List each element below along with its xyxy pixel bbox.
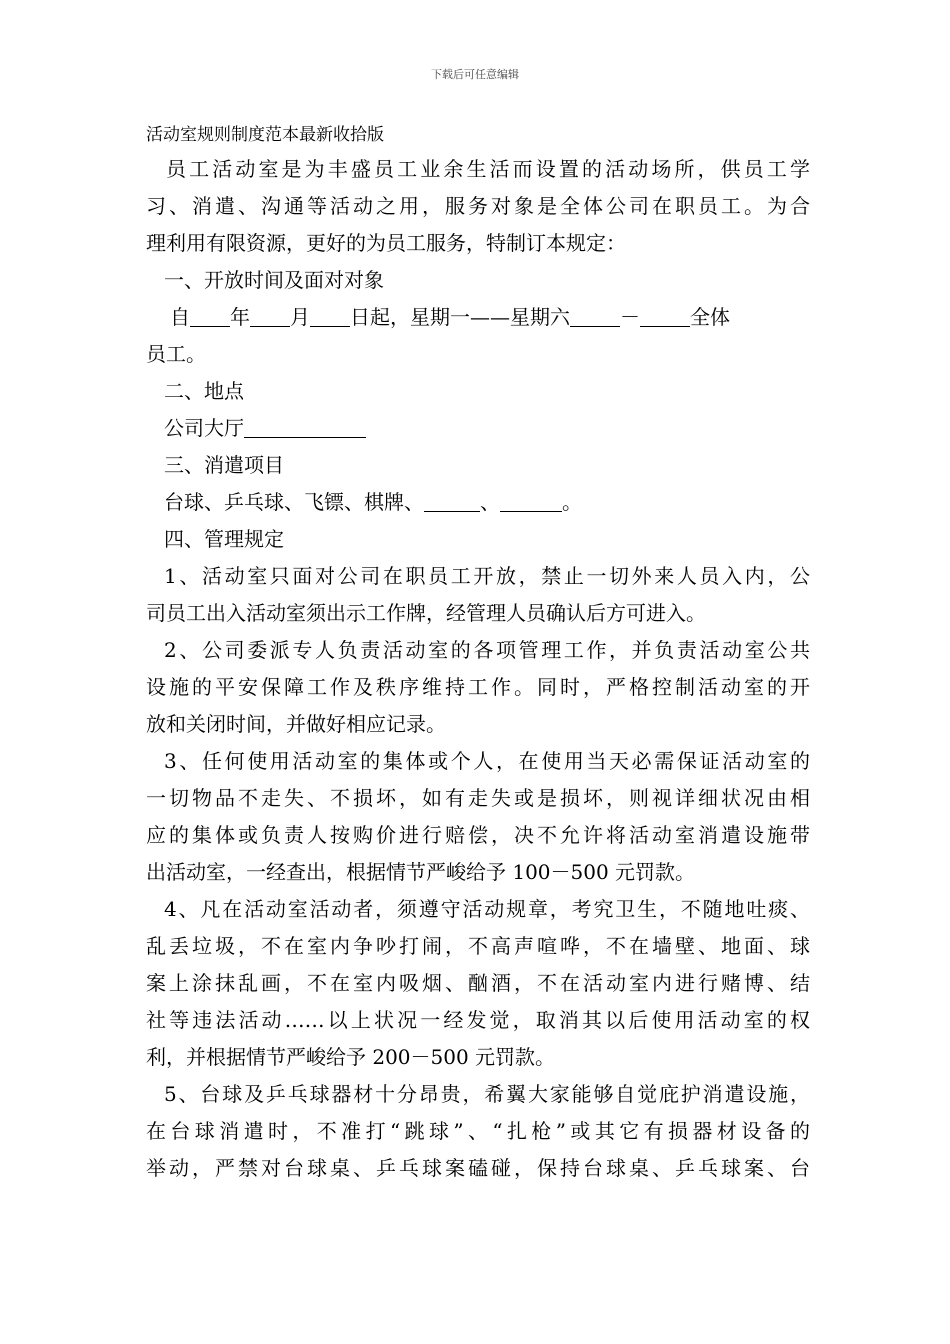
text-end: 全体 [690, 305, 730, 329]
blank-year [190, 306, 230, 327]
rule-3-line: 3、任何使用活动室的集体或个人，在使用当天必需保证活动室的 [164, 749, 810, 773]
text-start: 自 [170, 305, 190, 329]
rule-4-line: 案上涂抹乱画，不在室内吸烟、酗酒，不在活动室内进行赌博、结 [146, 971, 810, 995]
rule-5-line: 举动，严禁对台球桌、乒乓球案磕碰，保持台球桌、乒乓球案、台 [146, 1156, 810, 1180]
blank-day [310, 306, 350, 327]
text-year: 年 [230, 305, 250, 329]
rule-1-line: 1、活动室只面对公司在职员工开放，禁止一切外来人员入内，公 [164, 564, 810, 588]
blank-time-start [570, 306, 620, 327]
rule-2-line: 2、公司委派专人负责活动室的各项管理工作，并负责活动室公共 [164, 638, 810, 662]
activities-line [146, 484, 810, 521]
page-header: 下载后可任意编辑 [431, 68, 519, 81]
document-title: 活动室规则制度范本最新收拾版 [146, 125, 384, 145]
activities-sep: 、 [480, 490, 500, 514]
activities-end: 。 [562, 490, 582, 514]
rule-5-line: 5、台球及乒乓球器材十分昂贵，希翼大家能够自觉庇护消遣设施， [164, 1082, 810, 1106]
rule-3-line: 一切物品不走失、不损坏，如有走失或是损坏，则视详细状况由相 [146, 786, 810, 810]
text-dash: － [620, 305, 640, 329]
location-text: 公司大厅 [164, 416, 244, 440]
rule-5-line: 在台球消遣时，不准打“跳球”、“扎枪”或其它有损器材设备的 [146, 1119, 810, 1143]
intro-line: 习、消遣、沟通等活动之用，服务对象是全体公司在职员工。为合 [146, 194, 810, 218]
rule-2-line: 放和关闭时间，并做好相应记录。 [146, 712, 446, 736]
opening-time-line-2: 员工。 [146, 342, 206, 366]
text-month: 月 [290, 305, 310, 329]
section-heading: 二、地点 [164, 379, 244, 403]
text-day: 日起，星期一——星期六 [350, 305, 570, 329]
document-body [146, 119, 810, 1187]
rule-1-line: 司员工出入活动室须出示工作牌，经管理人员确认后方可进入。 [146, 601, 706, 625]
activities-text: 台球、乒乓球、飞镖、棋牌、 [164, 490, 424, 514]
blank-time-end [640, 306, 690, 327]
rule-3-line: 出活动室，一经查出，根据情节严峻给予 100－500 元罚款。 [146, 860, 696, 884]
rule-4-line: 4、凡在活动室活动者，须遵守活动规章，考究卫生，不随地吐痰、 [164, 897, 810, 921]
blank-month [250, 306, 290, 327]
section-heading: 三、消遣项目 [164, 453, 284, 477]
opening-time-line [146, 299, 810, 336]
section-heading: 四、管理规定 [164, 527, 284, 551]
intro-line: 员工活动室是为丰盛员工业余生活而设置的活动场所，供员工学 [166, 157, 810, 181]
blank-activity-1 [424, 491, 480, 512]
rule-2-line: 设施的平安保障工作及秩序维持工作。同时，严格控制活动室的开 [146, 675, 810, 699]
rule-4-line: 乱丢垃圾，不在室内争吵打闹，不高声喧哗，不在墙壁、地面、球 [146, 934, 810, 958]
intro-line: 理利用有限资源，更好的为员工服务，特制订本规定： [146, 231, 626, 255]
blank-location [244, 417, 366, 438]
location-line [146, 410, 810, 447]
blank-activity-2 [500, 491, 562, 512]
rule-4-line: 社等违法活动……以上状况一经发觉，取消其以后使用活动室的权 [146, 1008, 810, 1032]
rule-4-line: 利，并根据情节严峻给予 200－500 元罚款。 [146, 1045, 556, 1069]
rule-3-line: 应的集体或负责人按购价进行赔偿，决不允许将活动室消遣设施带 [146, 823, 810, 847]
section-heading: 一、开放时间及面对对象 [164, 268, 384, 292]
